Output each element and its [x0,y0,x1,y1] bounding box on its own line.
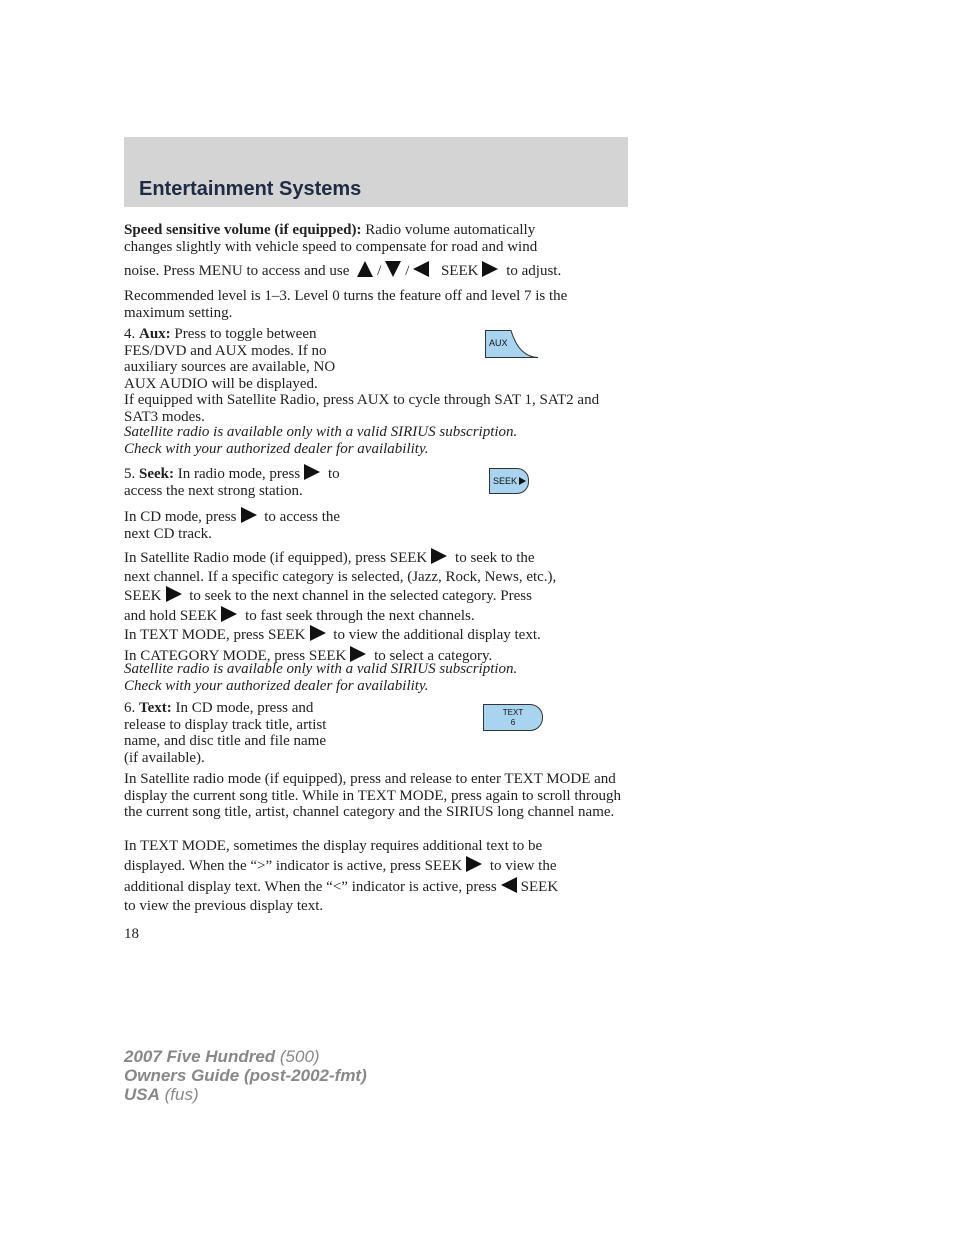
down-arrow-icon [385,261,401,277]
footer: 2007 Five Hundred (500) Owners Guide (post-2002-fmt) USA (fus) [124,1047,367,1104]
right-arrow-icon [350,646,366,662]
section-header [124,137,628,207]
seek-arrow-icon [519,477,526,485]
speed-volume-paragraph: Speed sensitive volume (if equipped): Radio volume automatically changes slightly with vehicle speed to compensate for road and wind noise. Press MENU to access and use / / SEEK to adjust. [124,222,562,279]
right-arrow-icon [431,548,447,564]
aux-note: Satellite radio is available only with a valid SIRIUS subscription. Check with your authorized dealer for availability. [124,424,518,457]
aux-label: Aux: [139,326,171,342]
seek-paragraph: 5. Seek: In radio mode, press to access the next strong station. [124,466,340,499]
right-arrow-icon [221,606,237,622]
text-satellite: In Satellite radio mode (if equipped), press and release to enter TEXT MODE and display the current song title. While in TEXT MODE, press again to scroll through the current song title, artist, channel category and the SIRIUS long channel name. [124,771,621,820]
seek-label: Seek: [139,466,174,482]
speed-volume-label: Speed sensitive volume (if equipped): [124,222,362,238]
text-more: In TEXT MODE, sometimes the display requires additional text to be displayed. When the “>” indicator is active, press SEEK to view the additional display text. When the “<” indicator is active, press SEEK to view the previous display text. [124,838,559,914]
right-arrow-icon [304,464,320,480]
aux-paragraph: 4. Aux: Press to toggle between FES/DVD and AUX modes. If no auxiliary sources are available, NO AUX AUDIO will be displayed. [124,326,336,392]
aux-button: AUX [485,330,539,358]
up-arrow-icon [357,261,373,277]
text-label: Text: [139,700,172,716]
seek-button: SEEK [489,468,529,494]
section-title: Entertainment Systems [139,178,362,200]
right-arrow-icon [466,856,482,872]
right-arrow-icon [166,586,182,602]
seek-note: Satellite radio is available only with a valid SIRIUS subscription. Check with your authorized dealer for availability. [124,661,518,694]
right-arrow-icon [241,507,257,523]
left-arrow-icon [501,877,517,893]
seek-satellite: In Satellite Radio mode (if equipped), press SEEK to seek to the next channel. If a specific category is selected, (Jazz, Rock, News, etc.), SEEK to seek to the next channel in the selected category. Press and hold SEEK to fast seek through the next channels. In TEXT MODE, press SEEK to view the additional display text. In CATEGORY MODE, press SEEK to select a category. [124,550,557,664]
text-paragraph: 6. Text: In CD mode, press and release to display track title, artist name, and disc title and file name (if available). [124,700,327,766]
right-arrow-icon [482,261,498,277]
recommended-level: Recommended level is 1–3. Level 0 turns the feature off and level 7 is the maximum setting. [124,288,568,321]
left-arrow-icon [413,261,429,277]
aux-satellite: If equipped with Satellite Radio, press AUX to cycle through SAT 1, SAT2 and SAT3 modes. [124,392,600,425]
page-number: 18 [124,926,139,942]
right-arrow-icon [310,625,326,641]
seek-cd: In CD mode, press to access the next CD track. [124,509,341,542]
text-button: TEXT 6 [483,704,543,731]
